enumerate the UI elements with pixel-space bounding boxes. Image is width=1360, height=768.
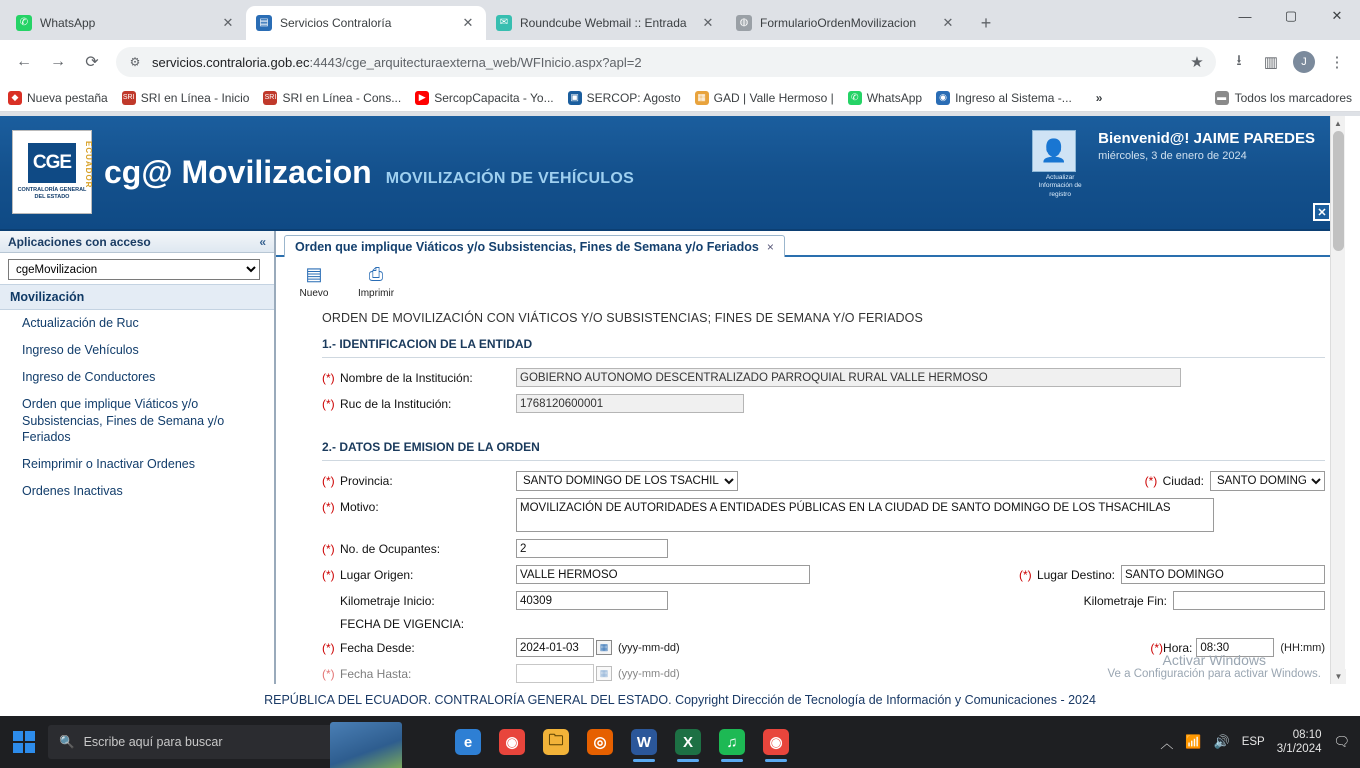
taskbar-apps — [448, 720, 796, 764]
close-window-button[interactable]: ✕ — [1331, 8, 1343, 23]
ciudad-label: Ciudad: — [1162, 474, 1204, 488]
close-session-icon[interactable]: ✕ — [1313, 203, 1331, 221]
whatsapp-icon: ✆ — [16, 15, 32, 31]
watermark-subtitle: Ve a Configuración para activar Windows. — [1107, 668, 1321, 680]
address-bar[interactable] — [116, 47, 1216, 77]
welcome-text: Bienvenid@! JAIME PAREDES — [1098, 130, 1315, 147]
bookmark-label: SercopCapacita - Yo... — [434, 90, 554, 105]
collapse-icon[interactable]: « — [259, 234, 266, 249]
row-fecha-hasta — [322, 664, 1325, 683]
close-icon[interactable]: ✕ — [462, 15, 474, 30]
logo-side-text: ECUADOR — [84, 141, 93, 189]
scrollbar-thumb[interactable] — [1333, 131, 1344, 251]
required-marker: (*) — [1144, 474, 1158, 488]
bookmark-sercop-agosto[interactable] — [568, 91, 681, 105]
sidebar-app-select-wrap — [0, 253, 274, 284]
motivo-label: Motivo: — [340, 500, 379, 514]
close-icon[interactable]: × — [766, 239, 774, 254]
address-bar-url: servicios.contraloria.gob.ec:4443/cge_arquitecturaexterna_web/WFInicio.aspx?apl=2 — [152, 54, 642, 70]
motivo-textarea[interactable] — [516, 498, 1214, 532]
bookmark-label: WhatsApp — [866, 90, 923, 105]
logo-seal: CGE — [28, 143, 76, 183]
institucion-label: Nombre de la Institución: — [340, 370, 473, 385]
chevron-up-icon[interactable]: ︿ — [1160, 735, 1174, 751]
bookmark-sri-cons[interactable] — [263, 91, 401, 105]
contraloria-icon: ▤ — [256, 15, 272, 31]
tab-strip — [0, 0, 1360, 40]
current-date: miércoles, 3 de enero de 2024 — [1098, 150, 1247, 162]
document-tab-label: Orden que implique Viáticos y/o Subsistencias, Fines de Semana y/o Feriados — [295, 239, 759, 254]
brand-subtitle: MOVILIZACIÓN DE VEHÍCULOS — [385, 170, 635, 187]
provincia-label: Provincia: — [340, 474, 393, 488]
bookmark-whatsapp[interactable] — [848, 91, 922, 105]
required-marker: (*) — [322, 541, 335, 556]
bookmark-label: SERCOP: Agosto — [586, 90, 681, 105]
row-ruc — [322, 394, 1325, 413]
bookmark-label: Nueva pestaña — [27, 90, 108, 105]
imprimir-button[interactable] — [352, 261, 400, 309]
language-indicator[interactable]: ESP — [1241, 736, 1265, 748]
form-title: ORDEN DE MOVILIZACIÓN CON VIÁTICOS Y/O SUBSISTENCIAS; FINES DE SEMANA Y/O FERIADOS — [322, 311, 923, 325]
divider — [322, 460, 1325, 461]
browser-tab-servicios-contraloria[interactable] — [246, 6, 486, 40]
form-toolbar — [276, 257, 1345, 309]
bookmark-icon: SRI — [263, 91, 277, 105]
firefox-icon: ◎ — [587, 729, 613, 755]
app-header — [0, 116, 1345, 231]
start-button[interactable] — [0, 716, 48, 768]
page-footer — [0, 684, 1360, 716]
sidebar-header-label: Aplicaciones con acceso — [8, 234, 151, 249]
widgets-button[interactable] — [330, 722, 402, 768]
clock-time: 08:10 — [1292, 728, 1322, 741]
bookmark-label: GAD | Valle Hermoso | — [713, 90, 834, 105]
document-tab-orden-viaticos[interactable] — [284, 235, 785, 257]
ruc-label: Ruc de la Institución: — [340, 396, 452, 411]
provincia-select[interactable] — [516, 471, 738, 491]
sidebar-section-movilizacion: Movilización — [0, 284, 274, 310]
volume-icon[interactable]: 🔊 — [1213, 734, 1230, 749]
fecha-hasta-input[interactable] — [516, 664, 594, 683]
edge-icon: e — [455, 729, 481, 755]
km-fin-label: Kilometraje Fin: — [1083, 593, 1167, 608]
bookmark-icon: ▶ — [415, 91, 429, 105]
required-marker: (*) — [322, 640, 335, 655]
browser-toolbar — [0, 40, 1360, 84]
bookmark-star-icon[interactable]: ★ — [1190, 54, 1204, 71]
bookmark-label: Ingreso al Sistema -... — [955, 90, 1072, 105]
imprimir-label: Imprimir — [357, 288, 395, 299]
forward-button[interactable]: → — [50, 53, 66, 70]
close-icon[interactable]: ✕ — [942, 15, 954, 30]
bookmark-sri-inicio[interactable] — [122, 91, 250, 105]
roundcube-icon: ✉ — [496, 15, 512, 31]
notification-icon[interactable]: 🗨 — [1333, 734, 1350, 749]
maximize-button[interactable]: ▢ — [1284, 8, 1298, 23]
ocupantes-input[interactable] — [516, 539, 668, 558]
search-icon: 🔍 — [59, 734, 75, 749]
side-panel-icon[interactable]: ▥ — [1263, 54, 1279, 71]
row-kilometraje — [322, 591, 1325, 610]
bookmark-label: SRI en Línea - Cons... — [282, 90, 402, 105]
lugar-origen-input[interactable] — [516, 565, 810, 584]
browser-tab-formulario-orden-movilizacion[interactable] — [726, 6, 966, 40]
clock-date: 3/1/2024 — [1276, 743, 1322, 755]
taskbar-app-edge[interactable] — [448, 720, 488, 764]
system-tray — [1160, 728, 1360, 757]
web-page — [0, 116, 1345, 684]
bookmark-icon: ▦ — [695, 91, 709, 105]
reload-button[interactable]: ⟳ — [85, 54, 99, 71]
calendar-icon[interactable]: ▦ — [596, 640, 612, 655]
overflow-label: » — [1095, 90, 1103, 105]
user-welcome — [1032, 130, 1315, 199]
fecha-format-hint: (yyy-mm-dd) — [618, 667, 680, 680]
required-marker: (*) — [322, 567, 335, 582]
nuevo-button[interactable] — [290, 261, 338, 309]
bookmark-icon: SRI — [122, 91, 136, 105]
required-marker: (*) — [1150, 640, 1164, 655]
chrome-icon: ◉ — [763, 729, 789, 755]
km-inicio-input[interactable] — [516, 591, 668, 610]
hora-label: Hora: — [1163, 640, 1193, 655]
bookmark-sercopcapacita[interactable] — [415, 91, 553, 105]
fecha-format-hint: (yyy-mm-dd) — [618, 641, 680, 654]
bookmarks-overflow-button[interactable] — [1096, 91, 1103, 105]
file-explorer-icon: 🗀 — [543, 729, 569, 755]
page-scrollbar[interactable] — [1330, 116, 1345, 684]
chrome-icon: ◉ — [499, 729, 525, 755]
taskbar-app-spotify[interactable] — [712, 720, 752, 764]
pdf-icon: ◍ — [736, 15, 752, 31]
bookmarks-bar — [0, 84, 1360, 112]
nuevo-label: Nuevo — [299, 288, 329, 299]
taskbar-app-firefox[interactable] — [580, 720, 620, 764]
taskbar-search[interactable] — [48, 725, 348, 759]
required-marker: (*) — [322, 500, 335, 514]
sidebar-item-ingreso-conductores[interactable]: Ingreso de Conductores — [22, 369, 156, 384]
taskbar-app-chrome-active[interactable] — [756, 720, 796, 764]
taskbar-app-chrome[interactable] — [492, 720, 532, 764]
bookmark-nueva-pestana[interactable] — [8, 91, 108, 105]
windows-logo-icon — [13, 731, 35, 753]
institucion-input[interactable] — [516, 368, 1181, 387]
divider — [322, 357, 1325, 358]
user-avatar-block[interactable] — [1032, 130, 1088, 199]
bookmark-ingreso-sistema[interactable] — [936, 91, 1072, 105]
hora-format-hint: (HH:mm) — [1280, 641, 1325, 654]
tab-title: FormularioOrdenMovilizacion — [760, 16, 917, 30]
printer-icon: ⎙ — [368, 263, 384, 284]
all-bookmarks-label: Todos los marcadores — [1234, 90, 1352, 105]
windows-taskbar — [0, 716, 1360, 768]
browser-tab-whatsapp[interactable] — [6, 6, 246, 40]
taskbar-app-file-explorer[interactable] — [536, 720, 576, 764]
bookmark-icon: ▣ — [568, 91, 582, 105]
row-provincia-ciudad — [322, 471, 1325, 491]
brand-title: cg@ Movilizacion — [104, 154, 372, 190]
new-tab-button[interactable]: + — [980, 12, 992, 33]
bookmark-icon: ◉ — [936, 91, 950, 105]
browser-menu-icon[interactable]: ⋮ — [1329, 54, 1345, 71]
download-icon[interactable]: ⭳ — [1236, 51, 1242, 69]
ocupantes-label: No. de Ocupantes: — [340, 541, 441, 556]
vigencia-label: FECHA DE VIGENCIA: — [340, 617, 465, 631]
tab-title: Servicios Contraloría — [280, 16, 392, 30]
minimize-button[interactable]: — — [1238, 8, 1252, 24]
fecha-desde-input[interactable] — [516, 638, 594, 657]
sidebar-item-actualizacion-ruc[interactable]: Actualización de Ruc — [22, 316, 139, 330]
section-2-title: 2.- DATOS DE EMISION DE LA ORDEN — [322, 440, 540, 454]
calendar-icon[interactable]: ▦ — [596, 666, 612, 681]
ciudad-select[interactable] — [1210, 471, 1325, 491]
origen-label: Lugar Origen: — [340, 567, 414, 582]
km-inicio-label: Kilometraje Inicio: — [340, 593, 435, 608]
site-settings-icon[interactable]: ⚙ — [129, 55, 141, 69]
excel-icon: X — [675, 729, 701, 755]
content-area — [276, 231, 1345, 684]
sidebar-item-reimprimir-inactivar[interactable]: Reimprimir o Inactivar Ordenes — [22, 457, 195, 472]
folder-icon: ▬ — [1215, 91, 1229, 105]
taskbar-app-excel[interactable] — [668, 720, 708, 764]
scroll-up-arrow[interactable]: ▲ — [1331, 116, 1345, 131]
close-icon[interactable]: ✕ — [702, 15, 714, 30]
search-placeholder: Escribe aquí para buscar — [83, 735, 223, 749]
watermark-title: Activar Windows — [1162, 652, 1266, 668]
sidebar-item-ingreso-vehiculos[interactable]: Ingreso de Vehículos — [22, 342, 139, 357]
required-marker: (*) — [1018, 567, 1032, 582]
app-body — [0, 231, 1345, 684]
app-brand — [104, 154, 634, 191]
close-icon[interactable]: ✕ — [222, 15, 234, 30]
row-motivo — [322, 498, 1325, 532]
section-1-title: 1.- IDENTIFICACION DE LA ENTIDAD — [322, 337, 533, 351]
logo-caption: CONTRALORÍA GENERAL DEL ESTADO — [17, 186, 87, 200]
profile-avatar[interactable]: J — [1293, 51, 1315, 73]
bookmark-icon: ✆ — [848, 91, 862, 105]
contraloria-logo — [12, 130, 92, 214]
spotify-icon: ♫ — [719, 729, 745, 755]
all-bookmarks-button[interactable] — [1215, 91, 1352, 105]
tab-title: WhatsApp — [40, 16, 96, 30]
app-select[interactable] — [8, 259, 260, 280]
required-marker: (*) — [322, 396, 335, 411]
required-marker: (*) — [322, 474, 335, 488]
sidebar — [0, 231, 276, 684]
row-institucion — [322, 368, 1325, 387]
document-tab-bar — [276, 231, 1345, 257]
required-marker: (*) — [322, 666, 335, 681]
tab-title: Roundcube Webmail :: Entrada — [520, 16, 687, 30]
km-fin-input[interactable] — [1173, 591, 1325, 610]
update-info-label: Actualizar Información de registro — [1038, 174, 1082, 198]
sidebar-item-orden-viaticos[interactable]: Orden que implique Viáticos y/o Subsistencias, Fines de Semana y/o Feriados — [22, 396, 225, 445]
window-controls — [1222, 0, 1360, 40]
word-icon: W — [631, 729, 657, 755]
taskbar-app-word[interactable] — [624, 720, 664, 764]
fecha-desde-label: Fecha Desde: — [340, 640, 415, 655]
sidebar-header — [0, 231, 274, 253]
page-viewport — [0, 116, 1360, 684]
wifi-icon[interactable]: 📶 — [1185, 734, 1202, 749]
ruc-input[interactable] — [516, 394, 744, 413]
new-document-icon: ▤ — [305, 263, 323, 284]
required-marker: (*) — [322, 370, 335, 385]
row-ocupantes — [322, 539, 1325, 558]
bookmark-icon: ◆ — [8, 91, 22, 105]
taskbar-clock[interactable] — [1277, 728, 1322, 757]
hora-input[interactable] — [1196, 638, 1274, 657]
scroll-down-arrow[interactable]: ▼ — [1331, 669, 1346, 684]
footer-text: REPÚBLICA DEL ECUADOR. CONTRALORÍA GENERAL DEL ESTADO. Copyright Dirección de Tecnología de Información y Comunicaciones - 2024 — [264, 693, 1096, 707]
back-button[interactable]: ← — [16, 53, 32, 70]
bookmark-label: SRI en Línea - Inicio — [140, 90, 250, 105]
orden-form — [276, 309, 1345, 683]
browser-tab-roundcube[interactable] — [486, 6, 726, 40]
lugar-destino-input[interactable] — [1121, 565, 1325, 584]
bookmark-gad-valle-hermoso[interactable] — [695, 91, 834, 105]
row-fecha-desde — [322, 638, 1325, 657]
sidebar-item-ordenes-inactivas[interactable]: Ordenes Inactivas — [22, 484, 123, 499]
row-origen-destino — [322, 565, 1325, 584]
user-avatar-icon: 👤 — [1032, 130, 1076, 172]
destino-label: Lugar Destino: — [1036, 567, 1115, 582]
fecha-hasta-label: Fecha Hasta: — [340, 666, 412, 681]
